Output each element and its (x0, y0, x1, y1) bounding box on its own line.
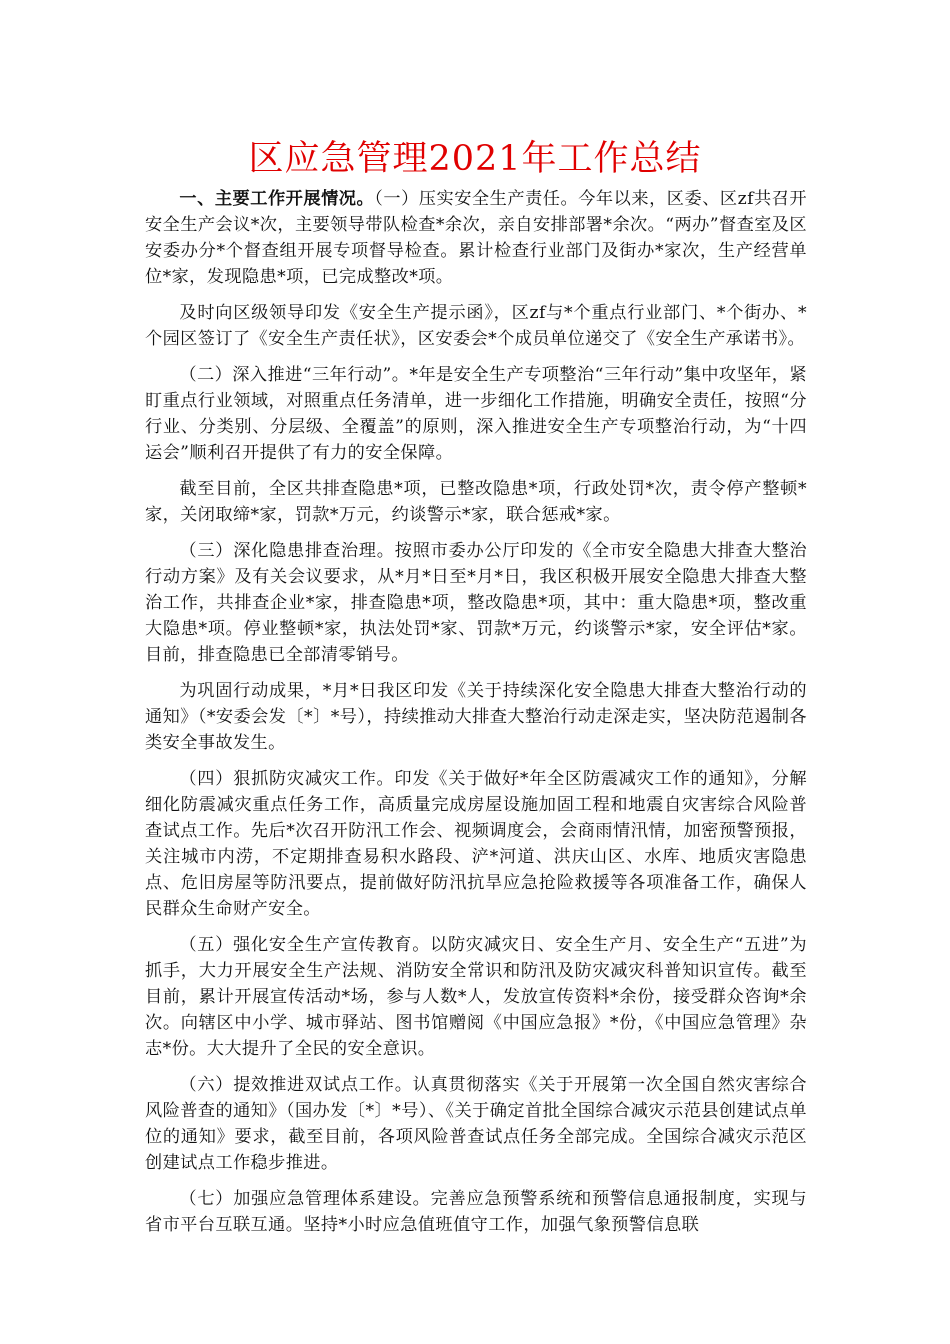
paragraph-5 (145, 538, 807, 668)
document-title: 区应急管理2021年工作总结 (248, 139, 702, 179)
paragraph-6 (145, 678, 807, 756)
paragraph-text: （五）强化安全生产宣传教育。以防灾减灾日、安全生产月、安全生产“五进”为抓手，大力开展安全生产法规、消防安全常识和防汛及防灾减灾科普知识宣传。截至目前，累计开展宣传活动*场，参与人数*人，发放宣传资料*余份，接受群众咨询*余次。向辖区中小学、城市驿站、图书馆赠阅《中国应急报》*份，《中国应急管理》杂志*份。大大提升了全民的安全意识。 (145, 935, 807, 1059)
document-body (145, 186, 807, 1248)
paragraph-text: 及时向区级领导印发《安全生产提示函》，区zf与*个重点行业部门、*个街办、*个园区签订了《安全生产责任状》，区安委会*个成员单位递交了《安全生产承诺书》。 (145, 303, 807, 349)
paragraph-4 (145, 476, 807, 528)
paragraph-text: 为巩固行动成果，*月*日我区印发《关于持续深化安全隐患大排查大整治行动的通知》（*安委会发〔*〕*号），持续推动大排查大整治行动走深走实，坚决防范遏制各类安全事故发生。 (145, 681, 807, 753)
paragraph-text: （四）狠抓防灾减灾工作。印发《关于做好*年全区防震减灾工作的通知》，分解细化防震减灾重点任务工作，高质量完成房屋设施加固工程和地震自灾害综合风险普查试点工作。先后*次召开防汛工作会、视频调度会，会商雨情汛情，加密预警预报，关注城市内涝，不定期排查易积水路段、浐*河道、洪庆山区、水库、地质灾害隐患点、危旧房屋等防汛要点，提前做好防汛抗旱应急抢险救援等各项准备工作，确保人民群众生命财产安全。 (145, 769, 807, 919)
paragraph-text: （三）深化隐患排查治理。按照市委办公厅印发的《全市安全隐患大排查大整治行动方案》及有关会议要求，从*月*日至*月*日，我区积极开展安全隐患大排查大整治工作，共排查企业*家，排查隐患*项，整改隐患*项，其中：重大隐患*项，整改重大隐患*项。停业整顿*家，执法处罚*家、罚款*万元，约谈警示*家，安全评估*家。目前，排查隐患已全部清零销号。 (145, 541, 807, 665)
paragraph-10 (145, 1186, 807, 1238)
paragraph-3 (145, 362, 807, 466)
paragraph-text: （六）提效推进双试点工作。认真贯彻落实《关于开展第一次全国自然灾害综合风险普查的通知》（国办发〔*〕*号）、《关于确定首批全国综合减灾示范县创建试点单位的通知》要求，截至目前，各项风险普查试点任务全部完成。全国综合减灾示范区创建试点工作稳步推进。 (145, 1075, 807, 1173)
paragraph-9 (145, 1072, 807, 1176)
section-heading: 一、主要工作开展情况。 (179, 189, 375, 209)
paragraph-1 (145, 186, 807, 290)
paragraph-text: （二）深入推进“三年行动”。*年是安全生产专项整治“三年行动”集中攻坚年，紧盯重点行业领域，对照重点任务清单，进一步细化工作措施，明确安全责任，按照“分行业、分类别、分层级、全覆盖”的原则，深入推进安全生产专项整治行动，为“十四运会”顺利召开提供了有力的安全保障。 (145, 365, 807, 463)
paragraph-7 (145, 766, 807, 922)
paragraph-8 (145, 932, 807, 1062)
paragraph-text: （一）压实安全生产责任。今年以来，区委、区zf共召开安全生产会议*次，主要领导带队检查*余次，亲自安排部署*余次。“两办”督查室及区安委办分*个督查组开展专项督导检查。累计检查行业部门及街办*家次，生产经营单位*家，发现隐患*项，已完成整改*项。 (145, 189, 807, 287)
paragraph-text: （七）加强应急管理体系建设。完善应急预警系统和预警信息通报制度，实现与省市平台互联互通。坚持*小时应急值班值守工作，加强气象预警信息联 (145, 1189, 807, 1235)
paragraph-2 (145, 300, 807, 352)
paragraph-text: 截至目前，全区共排查隐患*项，已整改隐患*项，行政处罚*次，责令停产整顿*家，关闭取缔*家，罚款*万元，约谈警示*家，联合惩戒*家。 (145, 479, 807, 525)
